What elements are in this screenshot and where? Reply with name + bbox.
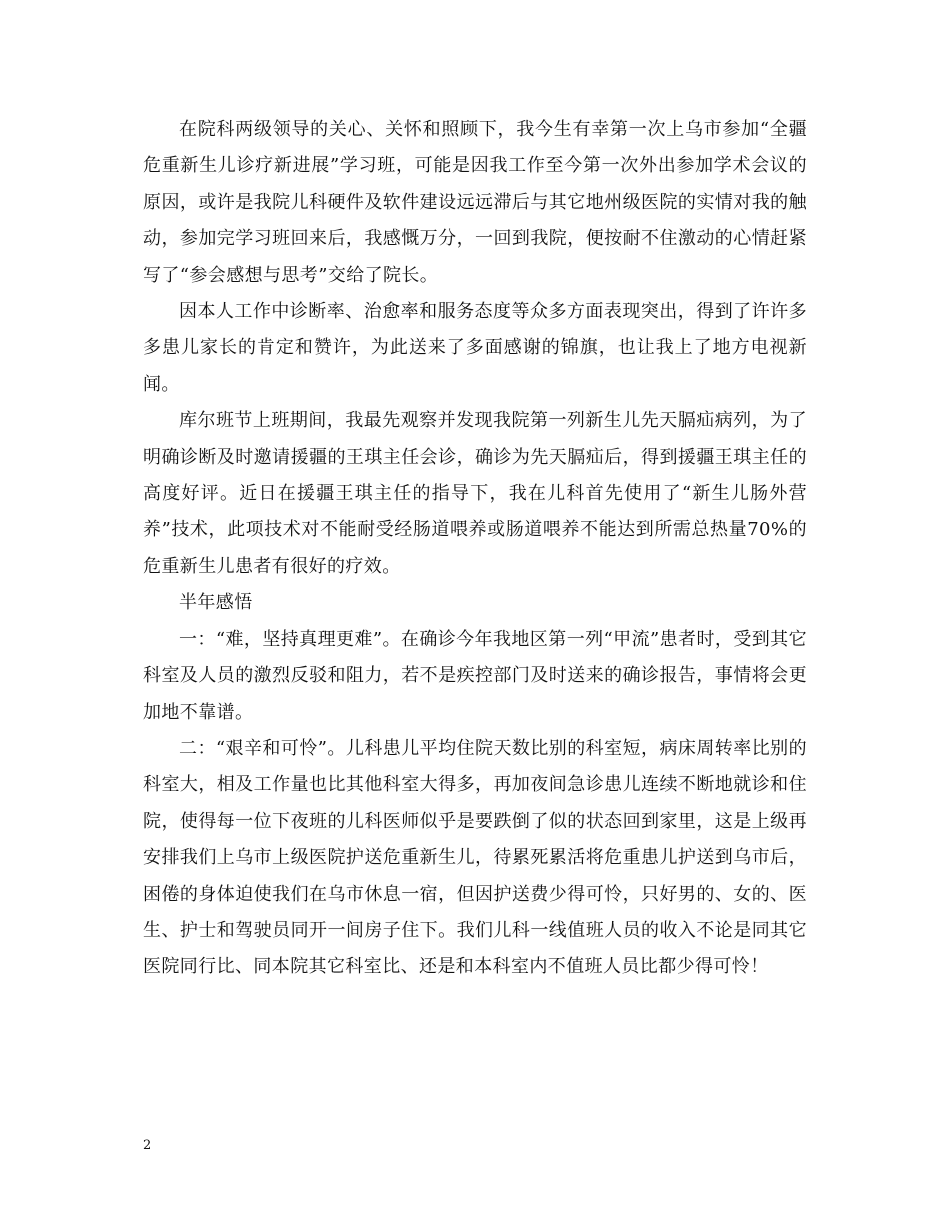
paragraph-point-two: 二：“艰辛和可怜”。儿科患儿平均住院天数比别的科室短，病床周转率比别的科室大，相及工作量也比其他科室大得多，再加夜间急诊患儿连续不断地就诊和住院，使得每一位下夜班的儿科医师似乎是要跌倒了似的状态回到家里，这是上级再安排我们上乌市上级医院护送危重新生儿，待累死累活将危重患儿护送到乌市后，困倦的身体迫使我们在乌市休息一宿，但因护送费少得可怜，只好男的、女的、医生、护士和驾驶员同开一间房子住下。我们儿科一线值班人员的收入不论是同其它医院同行比、同本院其它科室比、还是和本科室内不值班人员比都少得可怜！: [143, 737, 807, 978]
document-body: [143, 112, 807, 986]
page-number: 2: [143, 1138, 152, 1153]
paragraph-point-one: 一：“难，坚持真理更难”。在确诊今年我地区第一列“甲流”患者时，受到其它科室及人员的激烈反驳和阻力，若不是疾控部门及时送来的确诊报告，事情将会更加地不靠谱。: [143, 628, 807, 723]
paragraph-diagnosis: 库尔班节上班期间，我最先观察并发现我院第一列新生儿先天膈疝病列，为了明确诊断及时邀请援疆的王琪主任会诊，确诊为先天膈疝后，得到援疆王琪主任的高度好评。近日在援疆王琪主任的指导下，我在儿科首先使用了“新生儿肠外营养”技术，此项技术对不能耐受经肠道喂养或肠道喂养不能达到所需总热量70%的危重新生儿患者有很好的疗效。: [143, 410, 807, 577]
paragraph-patient-praise: 因本人工作中诊断率、治愈率和服务态度等众多方面表现突出，得到了许许多多患儿家长的肯定和赞许，为此送来了多面感谢的锦旗，也让我上了地方电视新闻。: [143, 301, 807, 395]
paragraph-study-class: 在院科两级领导的关心、关怀和照顾下，我今生有幸第一次上乌市参加“全疆危重新生儿诊疗新进展”学习班，可能是因我工作至今第一次外出参加学术会议的原因，或许是我院儿科硬件及软件建设远远滞后与其它地州级医院的实情对我的触动，参加完学习班回来后，我感慨万分，一回到我院，便按耐不住激动的心情赶紧写了“参会感想与思考”交给了院长。: [143, 119, 807, 286]
section-heading-reflection: 半年感悟: [179, 592, 253, 614]
